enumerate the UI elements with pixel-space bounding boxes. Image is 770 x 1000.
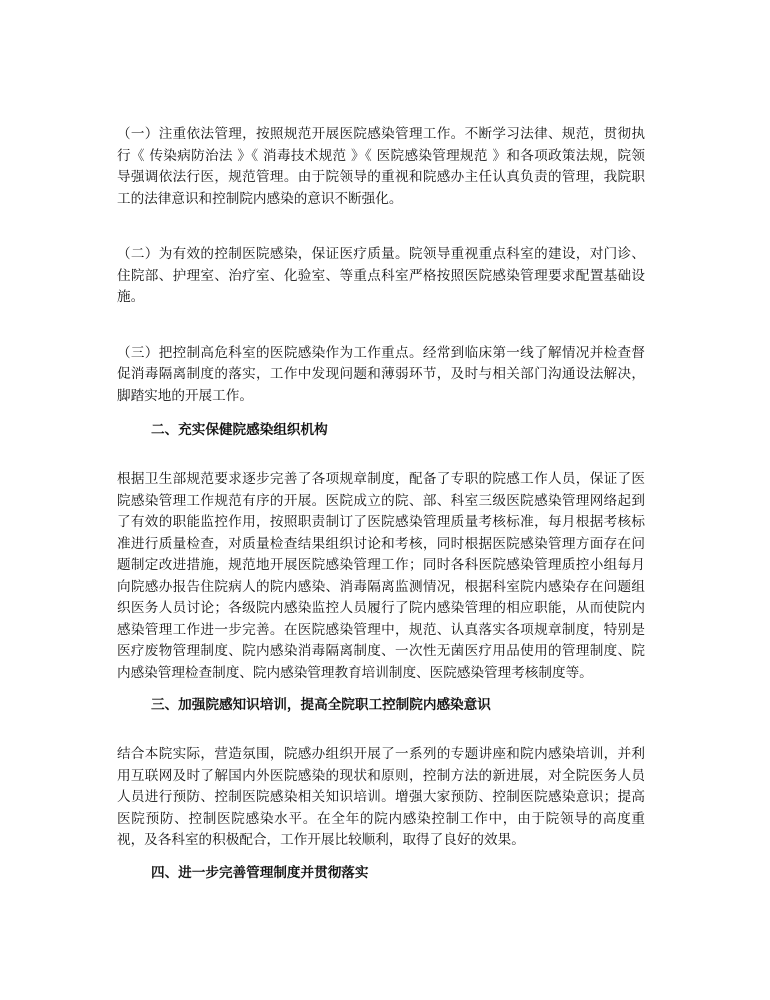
paragraph-high-risk-departments: （三）把控制高危科室的医院感染作为工作重点。经常到临床第一线了解情况并检查督促消毒隔离制度的落实，工作中发现问题和薄弱环节，及时与相关部门沟通设法解决，脚踏实地的开展工作。 xyxy=(117,344,645,404)
section-heading-training: 三、加强院感知识培训，提高全院职工控制院内感染意识 xyxy=(151,697,491,713)
paragraph-medical-quality: （二）为有效的控制医院感染，保证医疗质量。院领导重视重点科室的建设，对门诊、住院部、护理室、治疗室、化验室、等重点科室严格按照医院感染管理要求配置基础设施。 xyxy=(117,246,645,305)
paragraph-organization: 根据卫生部规范要求逐步完善了各项规章制度，配备了专职的院感工作人员，保证了医院感染管理工作规范有序的开展。医院成立的院、部、科室三级医院感染管理网络起到了有效的职能监控作用，按照职责制订了医院感染管理质量考核标准，每月根据考核标准进行质量检查，对质量检查结果组织讨论和考核，同时根据医院感染管理方面存在问题制定改进措施，规范地开展医院感染管理工作；同时各科医院感染管理质控小组每月向院感办报告住院病人的院内感染、消毒隔离监测情况，根据科室院内感染存在问题组织医务人员讨论；各级院内感染监控人员履行了院内感染管理的相应职能，从而使院内感染管理工作进一步完善。在医院感染管理中，规范、认真落实各项规章制度，特别是医疗废物管理制度、院内感染消毒隔离制度、一次性无菌医疗用品使用的管理制度、院内感染管理检查制度、院内感染管理教育培训制度、医院感染管理考核制度等。 xyxy=(117,471,645,681)
section-heading-management-system: 四、进一步完善管理制度并贯彻落实 xyxy=(151,864,369,881)
paragraph-training: 结合本院实际，营造氛围，院感办组织开展了一系列的专题讲座和院内感染培训，并利用互联网及时了解国内外医院感染的现状和原则，控制方法的新进展，对全院医务人员人员进行预防、控制医院感染相关知识培训。增强大家预防、控制医院感染意识；提高医院预防、控制医院感染水平。在全年的院内感染控制工作中，由于院领导的高度重视，及各科室的积极配合，工作开展比较顺利，取得了良好的效果。 xyxy=(117,746,645,848)
section-heading-organization: 二、充实保健院感染组织机构 xyxy=(151,422,328,438)
paragraph-legal-management: （一）注重依法管理，按照规范开展医院感染管理工作。不断学习法律、规范，贯彻执行《 传染病防治法 》《 消毒技术规范 》《 医院感染管理规范 》和各项政策法规，院领导强调依法行医，规范管理。由于院领导的重视和院感办主任认真负责的管理，我院职工的法律意识和控制院内感染的意识不断强化。 xyxy=(117,126,645,207)
document-body xyxy=(117,124,645,884)
